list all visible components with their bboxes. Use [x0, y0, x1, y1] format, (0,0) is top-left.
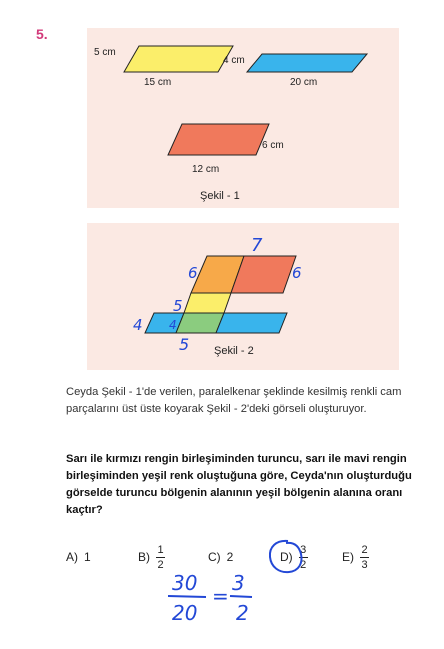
question-text: Sarı ile kırmızı rengin birleşiminden turuncu, sarı ile mavi rengin birleşiminden yeşil renk oluştuğuna göre, Ceyda'nın oluşturduğu görselde turuncu bölgenin alanının yeşil bölgenin alanına oranı kaçtır? [66, 453, 412, 516]
option-d-denominator: 2 [300, 558, 307, 571]
work-denominator-1: 20 [172, 601, 198, 625]
option-b-denominator: 2 [157, 558, 164, 571]
option-a-letter: A) [66, 550, 78, 564]
option-a-value: 1 [84, 550, 91, 564]
option-e-letter: E) [342, 550, 354, 564]
handwritten-label-blue-side: 4 [133, 316, 143, 334]
option-d-letter: D) [280, 550, 293, 564]
option-c-value: 2 [226, 550, 234, 564]
yellow-base-label: 15 cm [144, 77, 172, 88]
red-base-label: 12 cm [192, 164, 220, 175]
figure-2-caption: Şekil - 2 [214, 345, 254, 357]
work-numerator-1: 30 [172, 571, 198, 595]
handwritten-work [160, 568, 270, 630]
option-e-denominator: 3 [361, 558, 368, 571]
right-blue-region [216, 313, 287, 333]
option-c-letter: C) [208, 550, 221, 564]
option-e-fraction [360, 544, 369, 571]
answer-circle-mark [266, 538, 306, 576]
handwritten-label-yellow: 5 [173, 297, 183, 315]
handwritten-label-top: 7 [251, 235, 263, 256]
work-equals: = [212, 584, 229, 608]
option-b-letter: B) [138, 550, 150, 564]
blue-base-label: 20 cm [290, 77, 318, 88]
yellow-region [184, 293, 231, 313]
intro-paragraph: Ceyda Şekil - 1'de verilen, paralelkenar şeklinde kesilmiş renkli cam parçalarını üst üste koyarak Şekil - 2'deki görseli oluşturuyor. [66, 386, 402, 415]
blue-height-label: 4 cm [223, 55, 245, 66]
option-b-fraction [156, 544, 165, 571]
option-d-numerator: 3 [300, 543, 307, 556]
option-e-numerator: 2 [361, 543, 368, 556]
handwritten-label-right: 6 [292, 264, 302, 282]
handwritten-label-bottom: 5 [179, 335, 190, 354]
handwritten-label-left: 6 [188, 264, 198, 282]
work-numerator-2: 3 [232, 571, 245, 595]
option-a[interactable] [66, 542, 91, 572]
figure-1-caption: Şekil - 1 [200, 190, 240, 202]
yellow-height-label: 5 cm [94, 47, 116, 58]
blue-parallelogram [247, 54, 367, 72]
red-parallelogram [168, 124, 269, 155]
figure-2-panel [87, 223, 399, 370]
handwritten-label-green-side: 4 [169, 318, 177, 332]
red-height-label: 6 cm [262, 140, 284, 151]
question-number: 5. [36, 26, 48, 42]
option-b-numerator: 1 [157, 543, 164, 556]
option-e[interactable] [342, 542, 369, 572]
work-denominator-2: 2 [236, 601, 249, 625]
figure-1-panel [87, 28, 399, 208]
yellow-parallelogram [124, 46, 233, 72]
